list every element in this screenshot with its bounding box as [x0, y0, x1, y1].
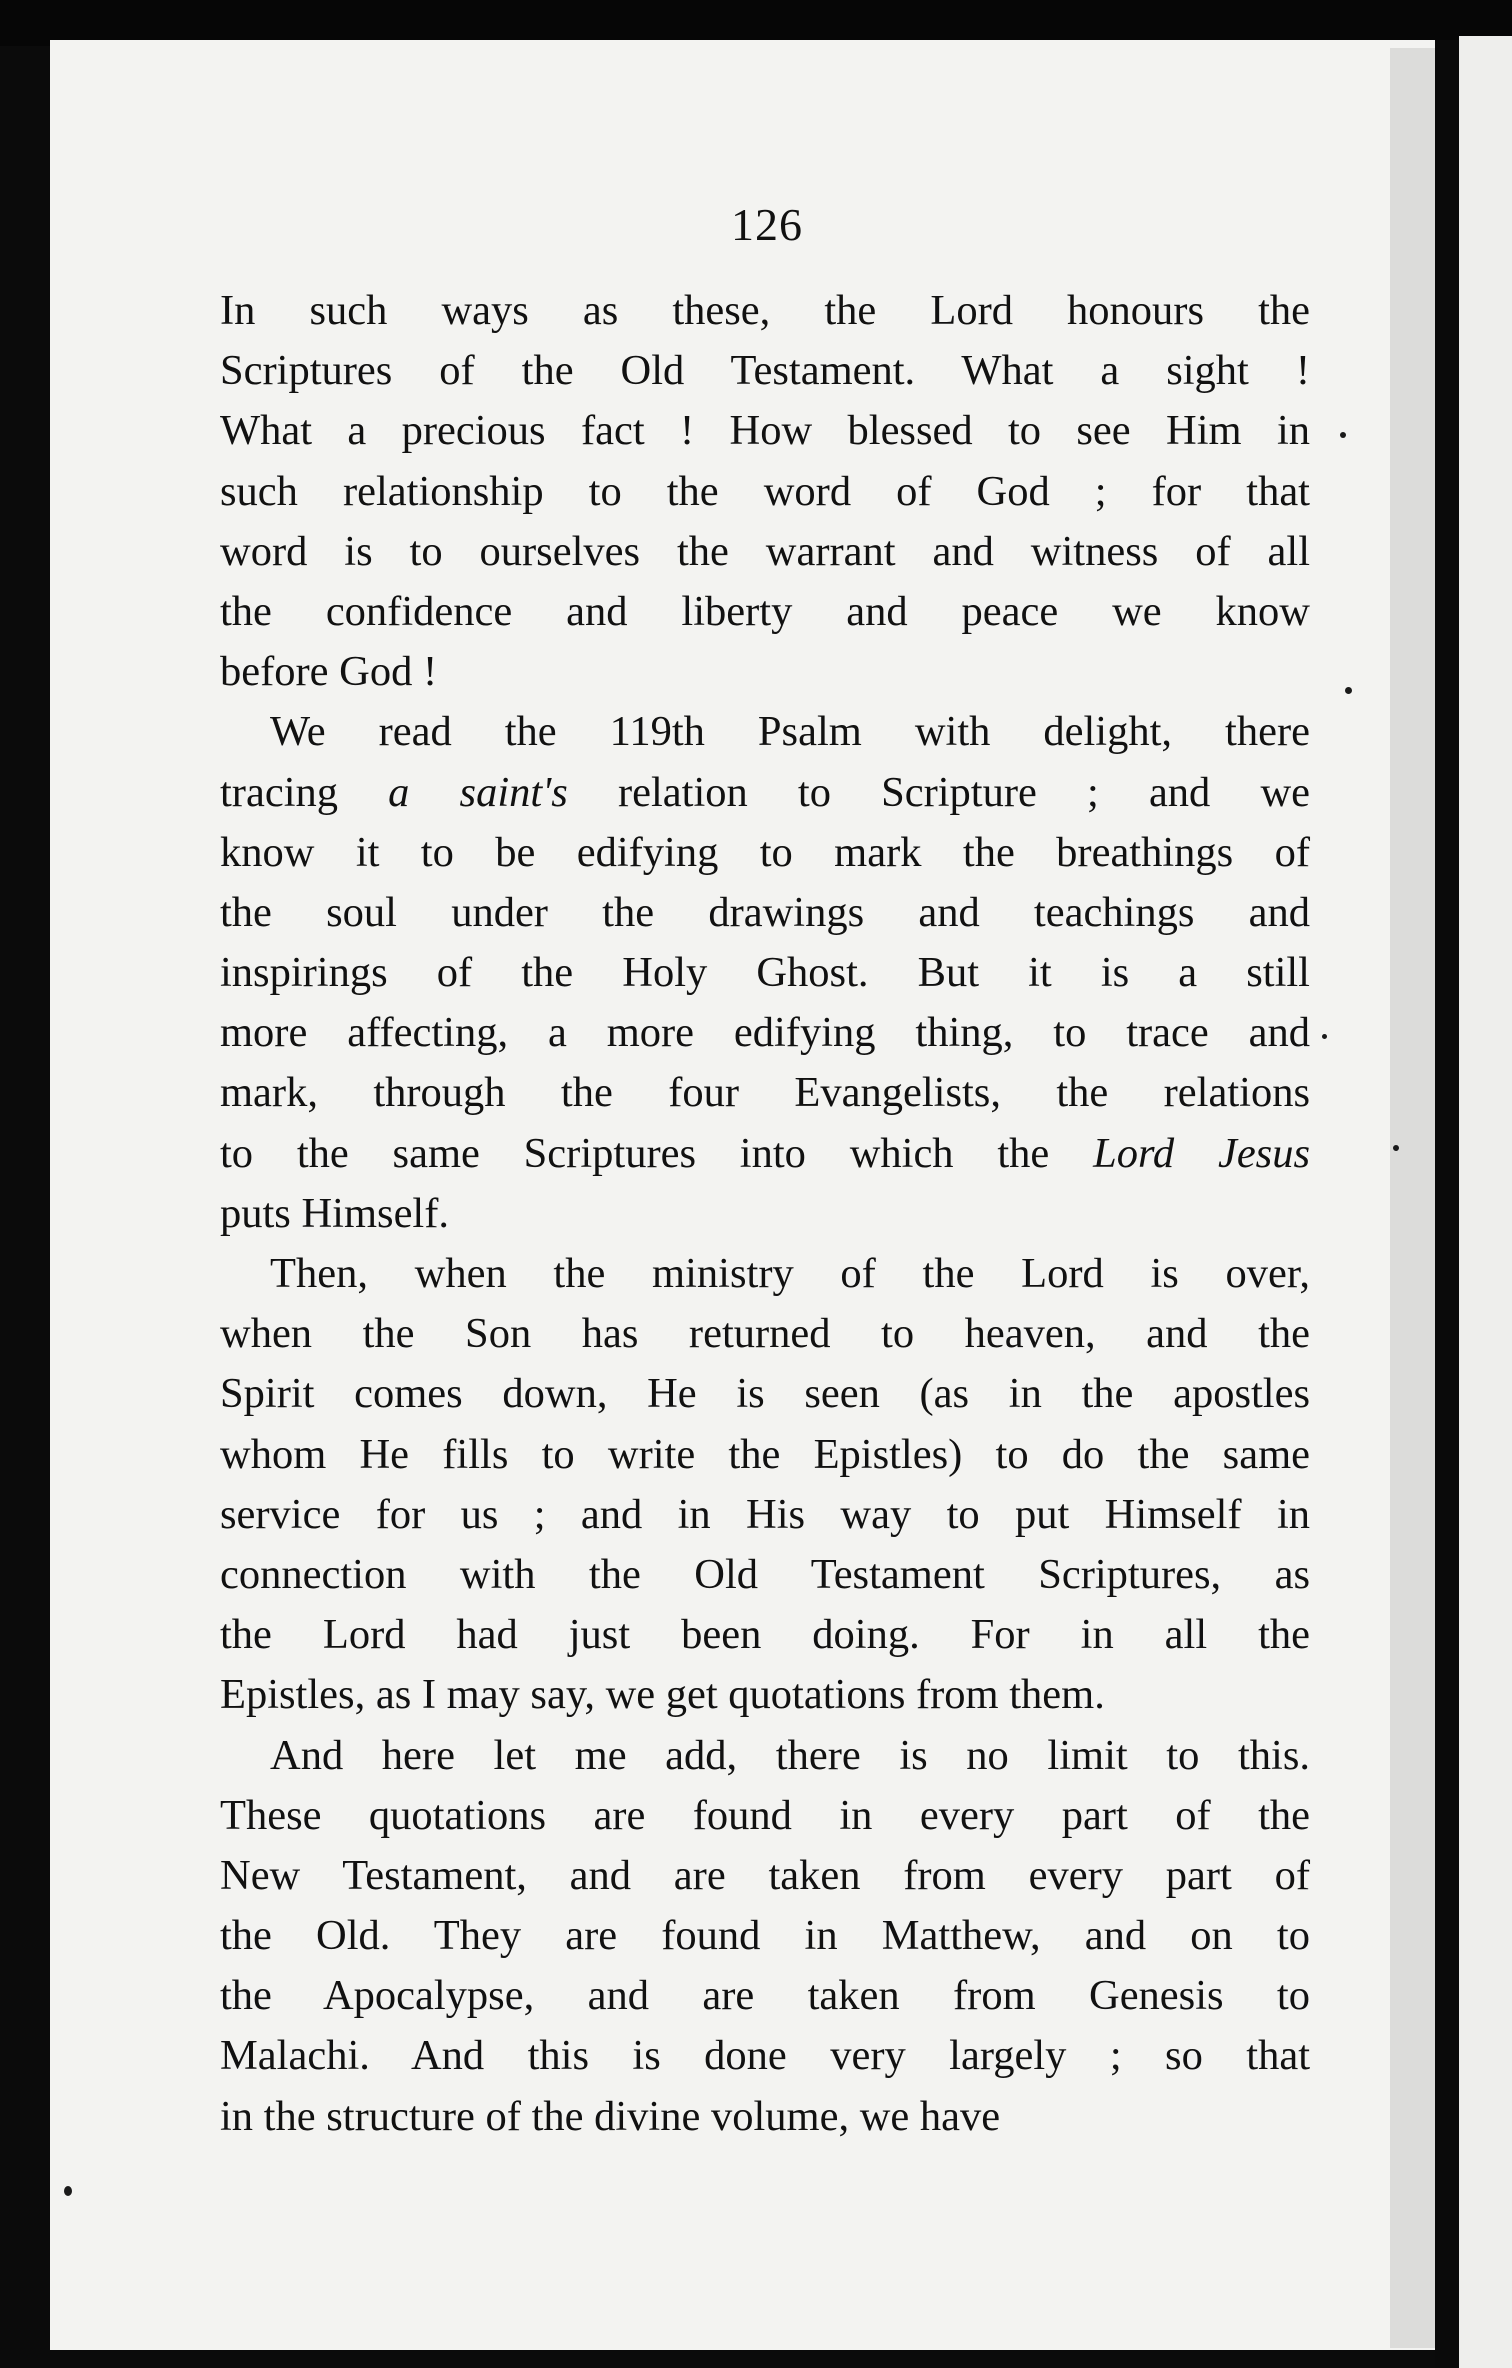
- text-line: These quotations are found in every part of the: [220, 1791, 1310, 1839]
- text-line: more affecting, a more edifying thing, to trace and: [220, 1009, 1310, 1057]
- text-segment: to the same Scriptures into which the: [220, 1129, 1094, 1177]
- text-line: [220, 763, 1310, 823]
- text-segment: relation to Scripture ; and we: [567, 768, 1310, 816]
- scan-speck: [1340, 432, 1346, 438]
- text-line: What a precious fact ! How blessed to see Him in: [220, 407, 1310, 455]
- scan-speck: [64, 2186, 72, 2196]
- text-line: when the Son has returned to heaven, and the: [220, 1310, 1310, 1358]
- text-line: know it to be edifying to mark the breathings of: [220, 828, 1310, 876]
- text-line: New Testament, and are taken from every part of: [220, 1851, 1310, 1899]
- text-line: Then, when the ministry of the Lord is over,: [270, 1250, 1310, 1297]
- text-line: service for us ; and in His way to put Himself in: [220, 1490, 1310, 1538]
- body-text: [220, 281, 1310, 2147]
- text-line: Malachi. And this is done very largely ; so that: [220, 2032, 1310, 2080]
- text-line: mark, through the four Evangelists, the relations: [220, 1069, 1310, 1117]
- text-line: the Apocalypse, and are taken from Genesis to: [220, 1972, 1310, 2020]
- text-line: whom He fills to write the Epistles) to do the same: [220, 1430, 1310, 1478]
- book-gutter: [1435, 40, 1459, 2368]
- text-segment: tracing: [220, 768, 389, 816]
- text-line: word is to ourselves the warrant and witness of all: [220, 527, 1310, 575]
- text-line: connection with the Old Testament Scriptures, as: [220, 1550, 1310, 1598]
- text-line: puts Himself.: [220, 1189, 450, 1237]
- page-edge-shadow: [1390, 48, 1435, 2348]
- text-line: We read the 119th Psalm with delight, there: [270, 708, 1310, 756]
- text-line: [220, 1124, 1310, 1184]
- text-line: before God !: [220, 648, 438, 696]
- text-line: Spirit comes down, He is seen (as in the apostles: [220, 1370, 1310, 1418]
- text-line: And here let me add, there is no limit to this.: [270, 1731, 1310, 1779]
- text-line: the soul under the drawings and teachings and: [220, 888, 1310, 936]
- scan-speck: [1345, 687, 1352, 694]
- text-line: such relationship to the word of God ; for that: [220, 467, 1310, 515]
- scan-speck: [1393, 1145, 1399, 1151]
- page-number: 126: [731, 199, 803, 250]
- text-line: Epistles, as I may say, we get quotations from them.: [220, 1671, 1105, 1719]
- text-line: Scriptures of the Old Testament. What a sight !: [220, 347, 1310, 395]
- adjacent-page-edge: [1459, 36, 1512, 2368]
- text-line: In such ways as these, the Lord honours the: [220, 287, 1310, 334]
- text-line: the Lord had just been doing. For in all the: [220, 1611, 1310, 1659]
- text-line: inspirings of the Holy Ghost. But it is a still: [220, 949, 1310, 997]
- italic-phrase: a saint's: [388, 768, 568, 816]
- text-line: in the structure of the divine volume, we have: [220, 2092, 1001, 2140]
- italic-phrase: Lord Jesus: [1093, 1129, 1311, 1177]
- text-line: the confidence and liberty and peace we know: [220, 587, 1310, 635]
- text-line: the Old. They are found in Matthew, and on to: [220, 1912, 1310, 1960]
- scan-speck: [1322, 1034, 1327, 1039]
